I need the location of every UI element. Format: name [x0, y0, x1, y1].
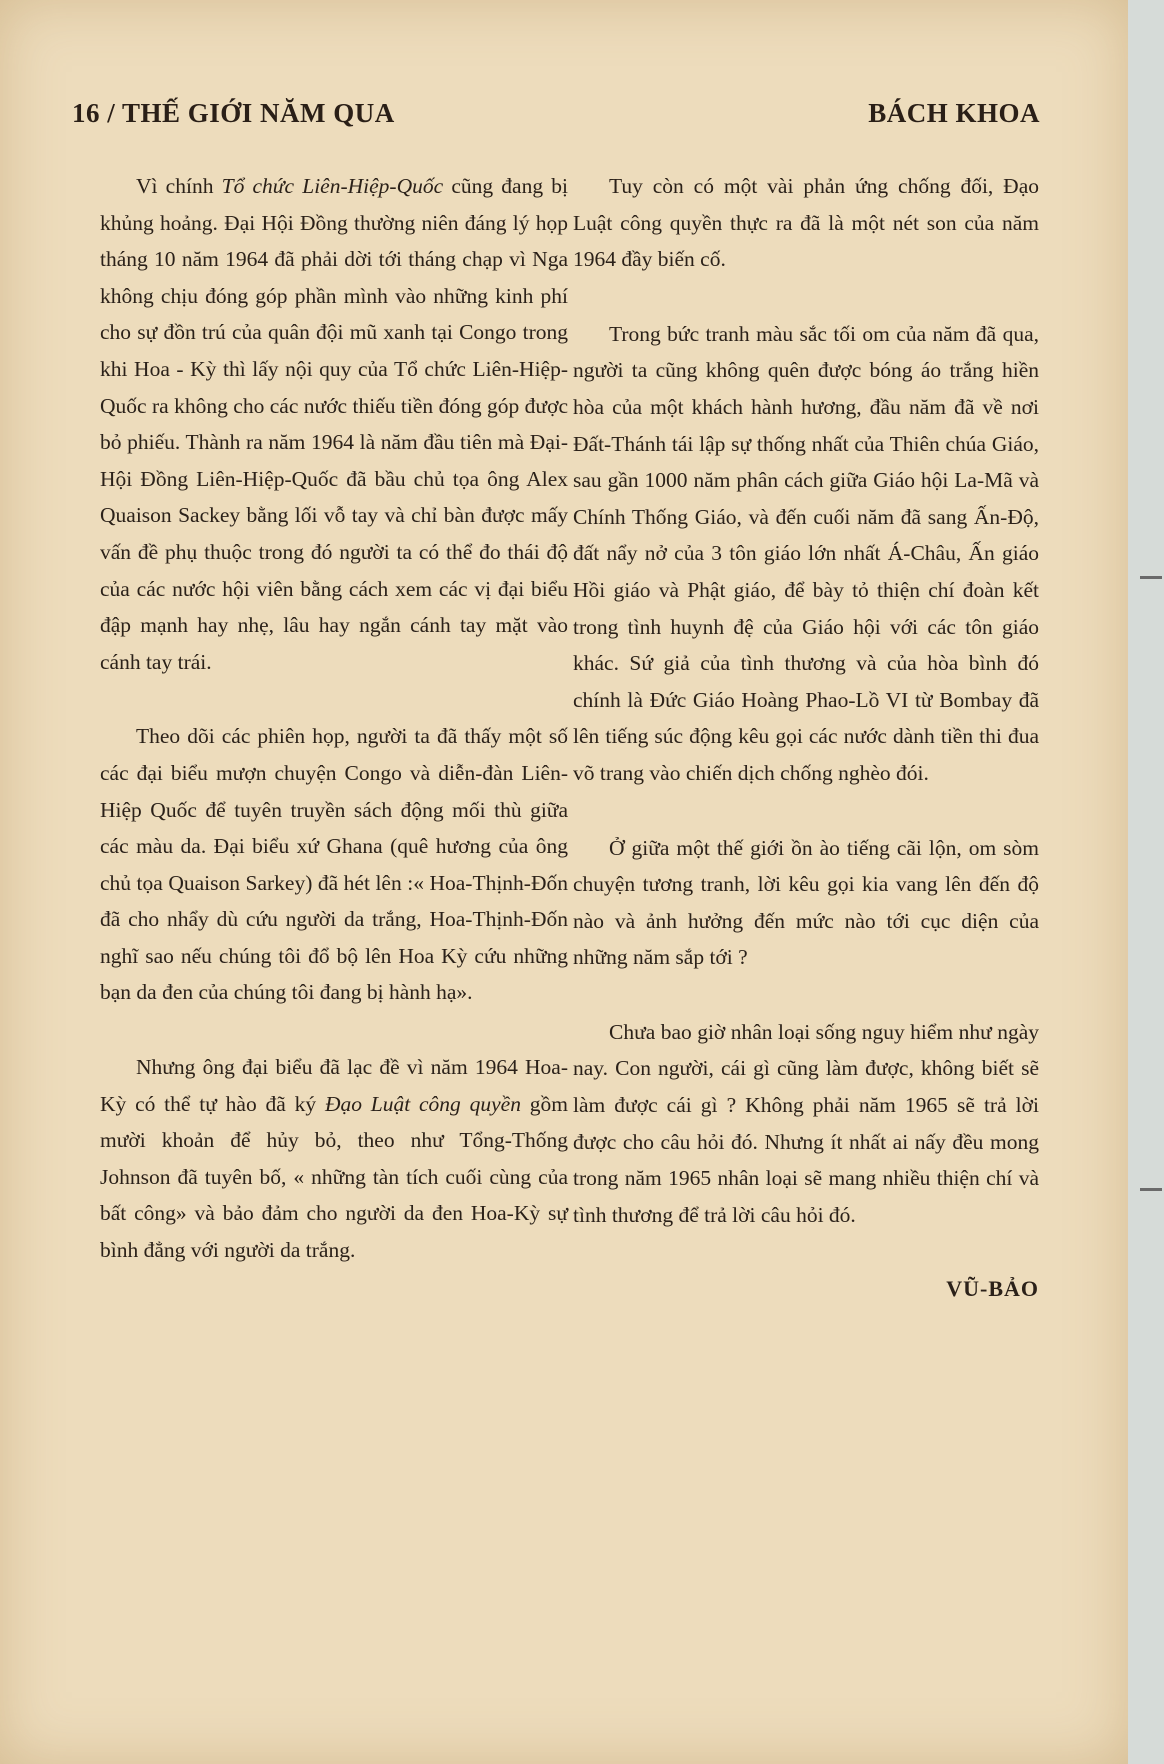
paragraph-text: Vì chính: [136, 174, 222, 198]
italic-org-name: Tổ chức Liên-Hiệp-Quốc: [221, 174, 444, 198]
paragraph-text: Nhưng ông đại biểu đã lạc đề vì năm 1964 Hoa-Kỳ có thể tự hào đã ký: [100, 1055, 568, 1116]
left-column: [100, 168, 568, 1307]
paragraph: Chưa bao giờ nhân loại sống nguy hiểm như ngày nay. Con người, cái gì cũng làm được, không biết sẽ làm được cái gì ? Không phải năm 1965 sẽ trả lời được cho câu hỏi đó. Nhưng ít nhất ai nấy đều mong trong năm 1965 nhân loại sẽ mang nhiều thiện chí và tình thương để trả lời câu hỏi đó.: [573, 1019, 1039, 1227]
magazine-name: BÁCH KHOA: [868, 98, 1040, 128]
author-signature: VŨ-BẢO: [946, 1276, 1039, 1302]
right-column: [573, 168, 1039, 1346]
paragraph: Ở giữa một thế giới ồn ào tiếng cãi lộn, om sòm chuyện tương tranh, lời kêu gọi kia vang lên đến độ nào và ảnh hưởng đến mức nào tới cục diện của những năm sắp tới ?: [573, 835, 1039, 970]
paragraph: [100, 1049, 568, 1269]
italic-law-name: Đạo Luật công quyền: [324, 1091, 521, 1116]
paragraph: [100, 168, 568, 680]
paragraph: Theo dõi các phiên họp, người ta đã thấy một số các đại biểu mượn chuyện Congo và diễn-đàn Liên-Hiệp Quốc để tuyên truyền sách động mối thù giữa các màu da. Đại biểu xứ Ghana (quê hương của ông chủ tọa Quaison Sarkey) đã hét lên :« Hoa-Thịnh-Đốn đã cho nhẩy dù cứu người da trắng, Hoa-Thịnh-Đốn nghĩ sao nếu chúng tôi đổ bộ lên Hoa Kỳ cứu những bạn da đen của chúng tôi đang bị hành hạ».: [100, 724, 568, 1005]
paragraph-text: gồm mười khoản để hủy bỏ, theo như Tổng-Thống Johnson đã tuyên bố, « những tàn tích cuối cùng của bất công» và bảo đảm cho người da đen Hoa-Kỳ sự bình đẳng với người da trắng.: [100, 1091, 568, 1263]
running-title: 16 / THẾ GIỚI NĂM QUA: [72, 98, 395, 128]
page-edge-mark: [1140, 1188, 1162, 1191]
paragraph-text: cũng đang bị khủng hoảng. Đại Hội Đồng thường niên đáng lý họp tháng 10 năm 1964 đã phải dời tới tháng chạp vì Nga không chịu đóng góp phần mình vào những kinh phí cho sự đồn trú của quân đội mũ xanh tại Congo trong khi Hoa - Kỳ thì lấy nội quy của Tổ chức Liên-Hiệp-Quốc ra không cho các nước thiếu tiền đóng góp được bỏ phiếu. Thành ra năm 1964 là năm đầu tiên mà Đại-Hội Đồng Liên-Hiệp-Quốc đã bầu chủ tọa ông Alex Quaison Sackey bằng lối vỗ tay và chỉ bàn được mấy vấn đề phụ thuộc trong đó người ta có thể đo thái độ của các nước hội viên bằng cách xem các vị đại biểu đập mạnh hay nhẹ, lâu hay ngắn cánh tay mặt vào cánh tay trái.: [100, 174, 568, 674]
paragraph: Trong bức tranh màu sắc tối om của năm đã qua, người ta cũng không quên được bóng áo trắng hiền hòa của một khách hành hương, đầu năm đã về nơi Đất-Thánh tái lập sự thống nhất của Thiên chúa Giáo, sau gần 1000 năm phân cách giữa Giáo hội La-Mã và Chính Thống Giáo, và đến cuối năm đã sang Ấn-Độ, đất nẩy nở của 3 tôn giáo lớn nhất Á-Châu, Ấn giáo Hồi giáo và Phật giáo, để bày tỏ thiện chí đoàn kết trong tình huynh đệ của Giáo hội với các tôn giáo khác. Sứ giả của tình thương và của hòa bình đó chính là Đức Giáo Hoàng Phao-Lồ VI từ Bombay đã lên tiếng súc động kêu gọi các nước dành tiền thi đua võ trang vào chiến dịch chống nghèo đói.: [573, 321, 1039, 785]
page-header: [72, 98, 1040, 138]
scan-margin: [1128, 0, 1164, 1764]
page-edge-mark: [1140, 576, 1162, 579]
paragraph: Tuy còn có một vài phản ứng chống đối, Đạo Luật công quyền thực ra đã là một nét son của năm 1964 đầy biến cố.: [573, 174, 1039, 272]
